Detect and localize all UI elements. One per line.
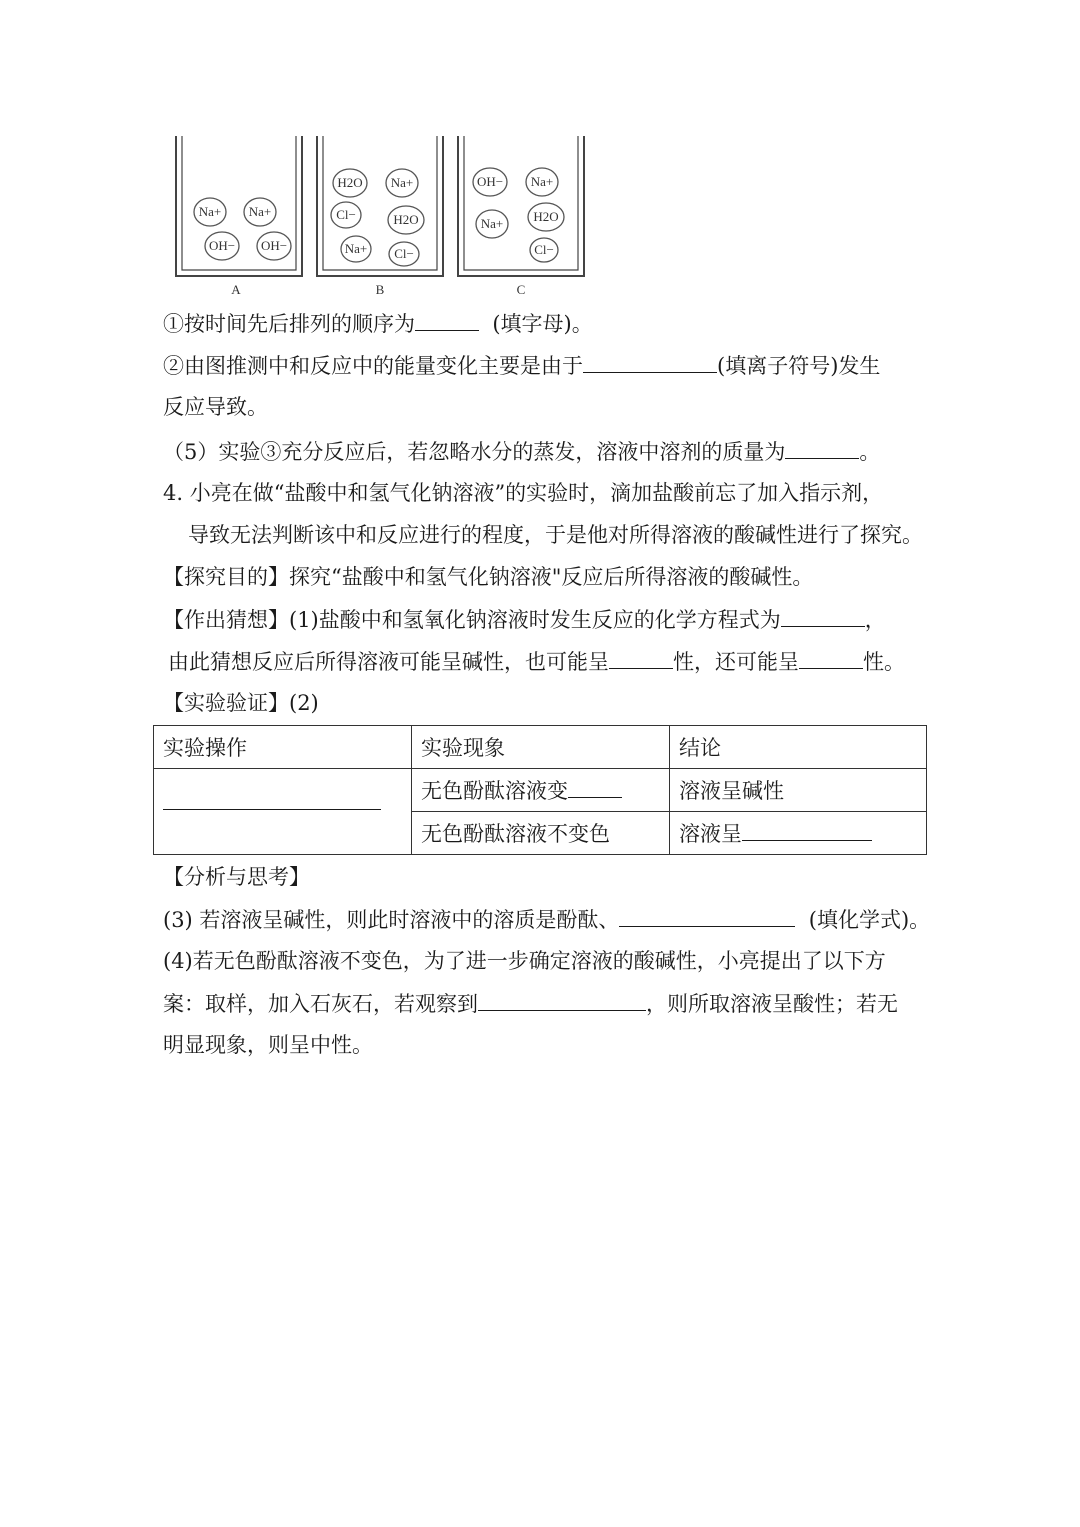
question-3: (3) 若溶液呈碱性，则此时溶液中的溶质是酚酞、 (填化学式)。 [163,904,930,935]
header-phenomenon: 实验现象 [412,726,670,769]
ion-c-4: H2O [533,209,559,224]
ion-b-1: H2O [337,175,363,190]
header-operation: 实验操作 [154,726,412,769]
guess-line-2: 由此猜想反应后所得溶液可能呈碱性，也可能呈 性，还可能呈 性。 [168,646,905,677]
ion-b-5: Na+ [344,241,368,256]
question-energy: ②由图推测中和反应中的能量变化主要是由于 (填离子符号)发生 [163,350,880,381]
ion-b-3: Cl− [336,207,356,222]
answer-blank[interactable] [478,988,646,1011]
answer-blank[interactable] [568,775,622,798]
question-4-line3: 明显现象，则呈中性。 [163,1033,373,1057]
question-5: （5）实验③充分反应后，若忽略水分的蒸发，溶液中溶剂的质量为 。 [163,436,880,467]
ion-a-1: Na+ [198,204,222,219]
conclusion-cell: 溶液呈 [670,812,927,855]
ion-a-4: OH− [260,238,288,253]
ion-c-5: Cl− [534,242,554,257]
phenomenon-cell: 无色酚酞溶液变 [412,769,670,812]
beakers-figure [170,128,590,300]
problem-4-line2: 导致无法判断该中和反应进行的程度，于是他对所得溶液的酸碱性进行了探究。 [188,523,923,547]
beaker-c-outline [458,136,584,276]
header-conclusion: 结论 [670,726,927,769]
question-order: ①按时间先后排列的顺序为 (填字母)。 [163,308,593,339]
question-energy-cont: 反应导致。 [163,395,268,419]
verify-heading: 【实验验证】(2) [163,691,319,715]
beaker-c-label: C [516,282,526,297]
experiment-table [153,725,927,855]
ion-a-3: OH− [208,238,236,253]
ion-b-2: Na+ [390,175,414,190]
question-4-line2: 案：取样，加入石灰石，若观察到 ，则所取溶液呈酸性；若无 [163,988,898,1019]
ion-c-1: OH− [476,174,504,189]
analysis-heading: 【分析与思考】 [163,865,310,889]
answer-blank[interactable] [781,604,865,627]
table-row [154,769,927,812]
beaker-a-label: A [231,282,241,297]
answer-blank[interactable] [785,436,859,459]
answer-blank[interactable] [163,787,381,810]
purpose-line: 【探究目的】探究“盐酸中和氢气化钠溶液"反应后所得溶液的酸碱性。 [163,565,814,589]
answer-blank[interactable] [619,904,795,927]
problem-4-line1: 4. 小亮在做“盐酸中和氢气化钠溶液”的实验时，滴加盐酸前忘了加入指示剂， [163,481,884,505]
ion-c-3: Na+ [480,216,504,231]
ion-a-2: Na+ [248,204,272,219]
answer-blank[interactable] [742,818,872,841]
guess-line-1: 【作出猜想】(1)盐酸中和氢氧化钠溶液时发生反应的化学方程式为 ， [163,604,886,635]
ion-b-6: Cl− [394,246,414,261]
phenomenon-cell: 无色酚酞溶液不变色 [412,812,670,855]
operation-cell [154,769,412,855]
conclusion-cell: 溶液呈碱性 [670,769,927,812]
ion-b-4: H2O [393,212,419,227]
answer-blank[interactable] [583,350,717,373]
answer-blank[interactable] [415,308,479,331]
question-4-line1: (4)若无色酚酞溶液不变色，为了进一步确定溶液的酸碱性，小亮提出了以下方 [163,949,886,973]
answer-blank[interactable] [609,646,673,669]
ion-c-2: Na+ [530,174,554,189]
answer-blank[interactable] [799,646,863,669]
table-header-row [154,726,927,769]
beaker-b-label: B [375,282,385,297]
